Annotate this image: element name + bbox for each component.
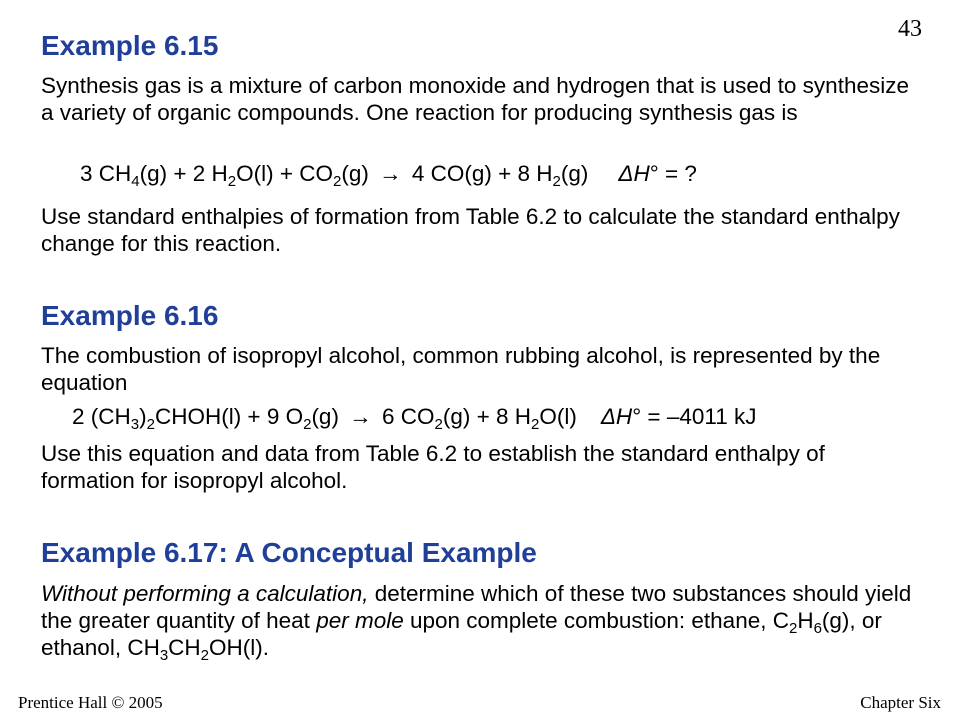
example-615-equation bbox=[80, 160, 697, 188]
example-615-question: Use standard enthalpies of formation from Table 6.2 to calculate the standard enthalpy change for this reaction. bbox=[41, 204, 900, 256]
eq-subscript: 2 bbox=[227, 173, 237, 190]
italic-text: Without performing a calculation, bbox=[41, 581, 369, 606]
eq-text: (g) + 8 H bbox=[442, 404, 531, 429]
eq-text: 2 (CH bbox=[72, 404, 131, 429]
example-615-heading: Example 6.15 bbox=[41, 30, 219, 61]
eq-subscript: 2 bbox=[303, 416, 312, 433]
eq-text: CHOH(l) + 9 O bbox=[154, 404, 304, 429]
eq-subscript: 3 bbox=[130, 416, 140, 433]
example-616-heading: Example 6.16 bbox=[41, 300, 219, 331]
enthalpy-symbol: ΔH° = –4011 kJ bbox=[600, 404, 757, 429]
reaction-arrow-icon: → bbox=[379, 161, 402, 186]
example-616-intro: The combustion of isopropyl alcohol, common rubbing alcohol, is represented by the equation bbox=[41, 343, 881, 395]
italic-text: per mole bbox=[316, 608, 404, 633]
eq-text: 4 CO(g) + 8 H bbox=[411, 161, 553, 186]
example-616-question: Use this equation and data from Table 6.2 to establish the standard enthalpy of formation for isopropyl alcohol. bbox=[41, 441, 825, 493]
eq-subscript: 2 bbox=[530, 416, 540, 433]
footer-publisher: Prentice Hall © 2005 bbox=[18, 693, 163, 712]
eq-subscript: 2 bbox=[434, 416, 443, 433]
reaction-arrow-icon: → bbox=[349, 404, 372, 429]
example-616-equation bbox=[72, 403, 756, 431]
eq-text: (g) bbox=[560, 161, 589, 186]
eq-subscript: 4 bbox=[131, 173, 140, 190]
eq-text: (g) bbox=[341, 161, 369, 186]
footer-chapter: Chapter Six bbox=[860, 693, 941, 712]
eq-subscript: 2 bbox=[552, 173, 561, 190]
eq-text: (g) bbox=[311, 404, 339, 429]
page-number: 43 bbox=[898, 16, 922, 42]
eq-text: (g) + 2 H bbox=[139, 161, 228, 186]
example-617-heading: Example 6.17: A Conceptual Example bbox=[41, 537, 537, 568]
eq-subscript: 2 bbox=[333, 173, 342, 190]
eq-text: O(l) + CO bbox=[236, 161, 333, 186]
eq-text: 3 CH bbox=[80, 161, 132, 186]
example-615-intro: Synthesis gas is a mixture of carbon monoxide and hydrogen that is used to synthesize a variety of organic compounds. One reaction for producing synthesis gas is bbox=[41, 73, 909, 125]
example-617-question: Without performing a calculation, determine which of these two substances should yield the greater quantity of heat per mole upon complete combustion: ethane, $C_2H_6(g)$, or ethanol, $CH_3CH_2OH(l)$. bbox=[41, 581, 912, 664]
eq-subscript: 2 bbox=[146, 416, 155, 433]
eq-text: ) bbox=[139, 404, 147, 429]
eq-text: O(l) bbox=[539, 404, 577, 429]
eq-text: 6 CO bbox=[381, 404, 435, 429]
enthalpy-symbol: ΔH° = ? bbox=[618, 161, 697, 186]
